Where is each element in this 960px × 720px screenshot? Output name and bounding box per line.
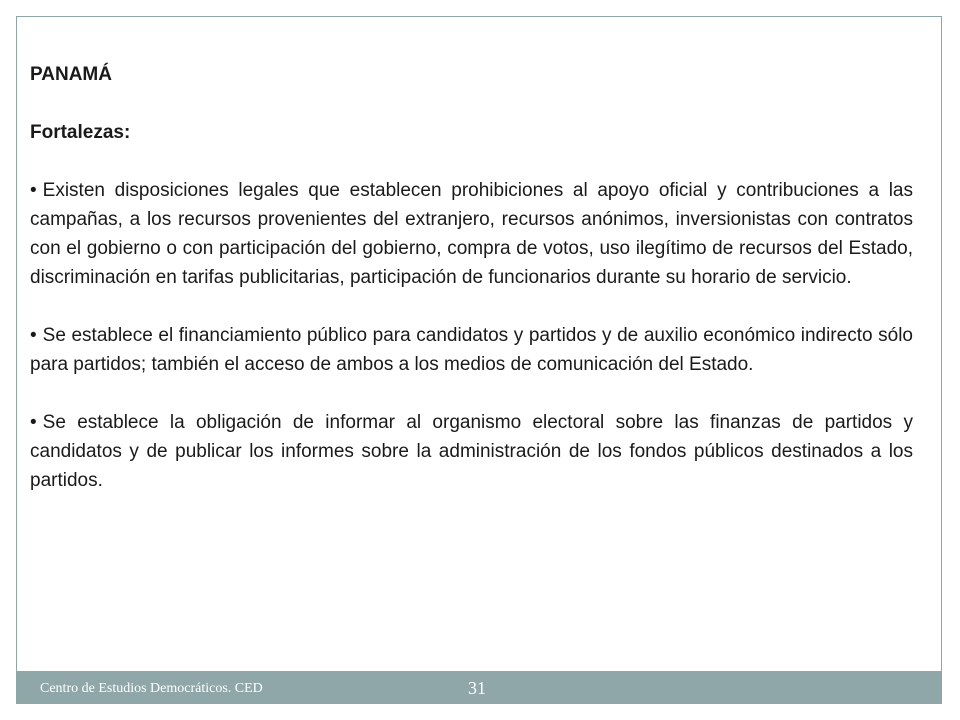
bullet-text: Se establece la obligación de informar al organismo electoral sobre las finanzas de partidos y candidatos y de publicar los informes sobre la administración de los fondos públicos destinados a los partidos. bbox=[30, 412, 913, 491]
country-title: PANAMÁ bbox=[30, 64, 112, 85]
bullet-item bbox=[30, 408, 913, 495]
bullet-text: Se establece el financiamiento público para candidatos y partidos y de auxilio económico indirecto sólo para partidos; también el acceso de ambos a los medios de comunicación del Estado. bbox=[30, 325, 913, 375]
bullet-item bbox=[30, 176, 913, 292]
bullet-icon: • bbox=[30, 325, 37, 346]
slide-content bbox=[30, 60, 913, 524]
bullet-item bbox=[30, 321, 913, 379]
bullet-icon: • bbox=[30, 412, 37, 433]
bullet-text: Existen disposiciones legales que establecen prohibiciones al apoyo oficial y contribuciones a las campañas, a los recursos provenientes del extranjero, recursos anónimos, inversionistas con contratos con el gobierno o con participación del gobierno, compra de votos, uso ilegítimo de recursos del Estado, discriminación en tarifas publicitarias, participación de funcionarios durante su horario de servicio. bbox=[30, 180, 913, 288]
page-number: 31 bbox=[468, 678, 486, 698]
section-heading: Fortalezas: bbox=[30, 122, 131, 143]
footer-organization: Centro de Estudios Democráticos. CED bbox=[40, 681, 263, 696]
bullet-icon: • bbox=[30, 180, 37, 201]
